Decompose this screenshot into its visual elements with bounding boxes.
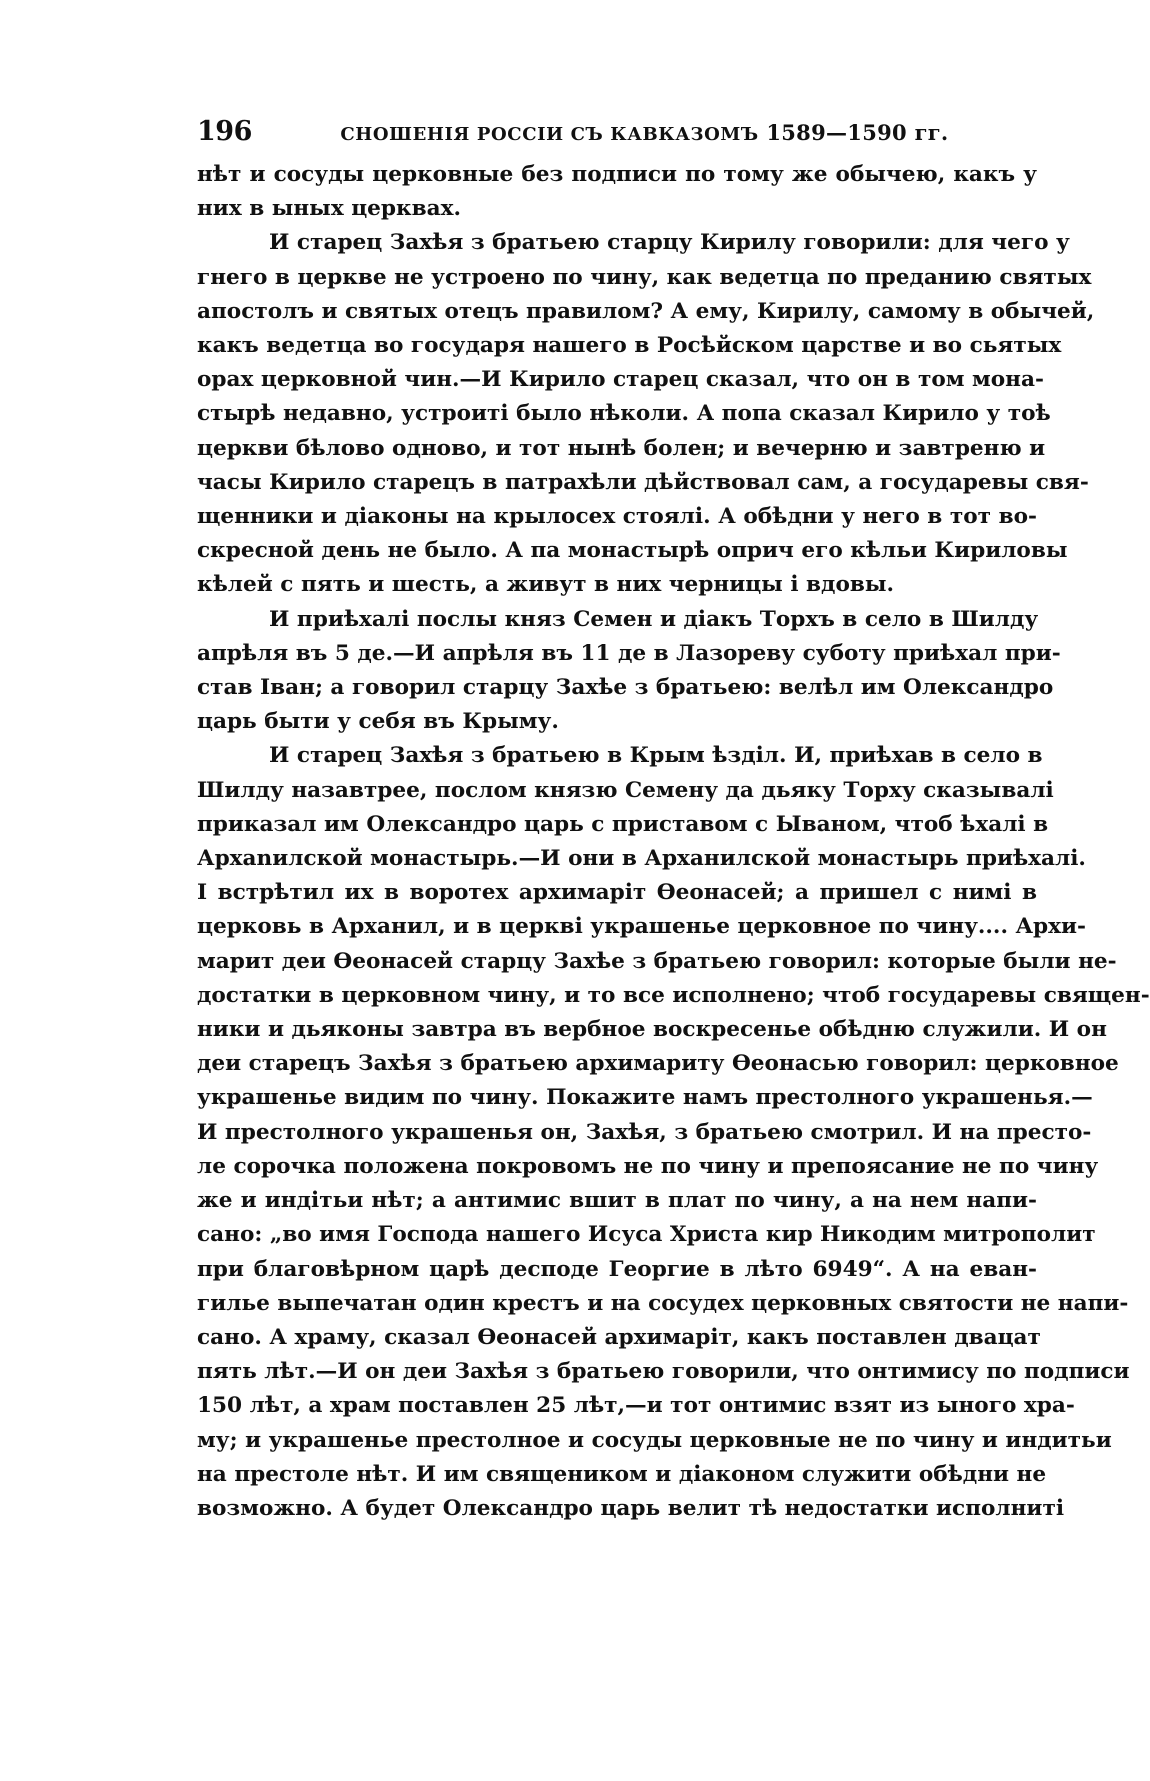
text-line: церковь в Арханил, и в церкві украшенье церковное по чину.... Архи- — [197, 914, 1087, 940]
text-line: возможно. А будет Олександро царь велит тѣ недостатки исполниті — [197, 1495, 1065, 1521]
paragraph — [197, 603, 1061, 740]
text-line: І встрѣтил их в воротех архимаріт Өеонасей; а пришел с нимі в — [197, 880, 1037, 906]
text-line: скресной день не было. А па монастырѣ оприч его кѣльи Кириловы — [197, 538, 1068, 564]
body-text — [197, 158, 1150, 1526]
text-line: апостолъ и святых отецъ правилом? А ему, Кирилу, самому в обычей, — [197, 298, 1095, 324]
text-line: гилье выпечатан один крестъ и на сосудех церковных святости не напи- — [197, 1290, 1129, 1316]
text-line: них в ыных церквах. — [197, 196, 461, 222]
paragraph — [197, 158, 1037, 226]
text-line: И престолного украшенья он, Захѣя, з братьею смотрил. И на престо- — [197, 1119, 1092, 1145]
text-line: царь быти у себя въ Крыму. — [197, 709, 559, 735]
text-line: часы Кирило старецъ в патрахѣли дѣйствовал сам, а государевы свя- — [197, 469, 1089, 495]
text-line: церкви бѣлово одново, и тот нынѣ болен; и вечерню и завтреню и — [197, 435, 1046, 461]
text-line: кѣлей с пять и шесть, а живут в них черницы і вдовы. — [197, 572, 895, 598]
text-line: И приѣхалі послы княз Семен и діакъ Торхъ в село в Шилду — [269, 606, 1039, 632]
paragraph — [197, 739, 1150, 1526]
text-line: украшенье видим по чину. Покажите намъ престолного украшенья.— — [197, 1085, 1093, 1111]
text-line: нѣт и сосуды церковные без подписи по тому же обычею, какъ у — [197, 162, 1037, 187]
text-line: стырѣ недавно, устроиті было нѣколи. А попа сказал Кирило у тоѣ — [197, 401, 1051, 427]
text-line: И старец Захѣя з братьею в Крым ѣзділ. И, приѣхав в село в — [269, 743, 1043, 769]
text-line: И старец Захѣя з братьею старцу Кирилу говорили: для чего у — [269, 230, 1070, 256]
running-header — [197, 116, 1037, 158]
text-line: сано: „во имя Господа нашего Исуса Христа кир Никодим митрополит — [197, 1222, 1096, 1248]
text-line: достатки в церковном чину, и то все исполнено; чтоб государевы священ- — [197, 982, 1150, 1008]
paragraph — [197, 226, 1095, 602]
text-line: на престоле нѣт. И им священиком и діаконом служити обѣдни не — [197, 1461, 1047, 1487]
running-title — [252, 120, 1037, 145]
text-line: деи старецъ Захѣя з братьею архимариту Өеонасью говорил: церковное — [197, 1051, 1119, 1077]
text-line: сано. А храму, сказал Өеонасей архимаріт, какъ поставлен двацат — [197, 1324, 1041, 1350]
book-page — [197, 116, 1150, 1526]
running-title-years: 1589—1590 гг. — [766, 120, 949, 145]
text-line: Шилду назавтрее, послом князю Семену да дьяку Торху сказывалі — [197, 777, 1054, 803]
text-line: орах церковной чин.—И Кирило старец сказал, что он в том мона- — [197, 367, 1044, 393]
text-line: марит деи Өеонасей старцу Захѣе з братьею говорил: которые были не- — [197, 948, 1117, 974]
running-title-text: СНОШЕНІЯ РОССІИ СЪ КАВКАЗОМЪ — [340, 124, 759, 145]
page-number: 196 — [197, 116, 252, 147]
text-line: ники и дьяконы завтра въ вербное воскресенье обѣдню служили. И он — [197, 1017, 1107, 1043]
text-line: гнего в церкве не устроено по чину, как ведетца по преданию святых — [197, 264, 1092, 290]
text-line: приказал им Олександро царь с приставом с Ываном, чтоб ѣхалі в — [197, 811, 1049, 837]
text-line: какъ ведетца во государя нашего в Росѣйском царстве и во сьятых — [197, 333, 1062, 359]
text-line: став Іван; а говорил старцу Захѣе з братьею: велѣл им Олександро — [197, 675, 1054, 701]
text-line: при благовѣрном царѣ десподе Георгие в лѣто 6949“. А на еван- — [197, 1256, 1037, 1282]
text-line: Архаnилской монастырь.—И они в Арханилской монастырь приѣхалі. — [197, 846, 1086, 872]
text-line: же и индітьи нѣт; а антимис вшит в плат по чину, а на нем напи- — [197, 1188, 1037, 1214]
text-line: 150 лѣт, а храм поставлен 25 лѣт,—и тот онтимис взят из ыного хра- — [197, 1393, 1075, 1419]
text-line: му; и украшенье престолное и сосуды церковные не по чину и индитьи — [197, 1427, 1112, 1453]
text-line: щенники и діаконы на крылосех стоялі. А обѣдни у него в тот во- — [197, 504, 1037, 530]
text-line: пять лѣт.—И он деи Захѣя з братьею говорили, что онтимису по подписи — [197, 1359, 1130, 1385]
text-line: апрѣля въ 5 де.—И апрѣля въ 11 де в Лазореву суботу приѣхал при- — [197, 640, 1061, 666]
text-line: ле сорочка положена покровомъ не по чину и препоясание не по чину — [197, 1153, 1099, 1179]
